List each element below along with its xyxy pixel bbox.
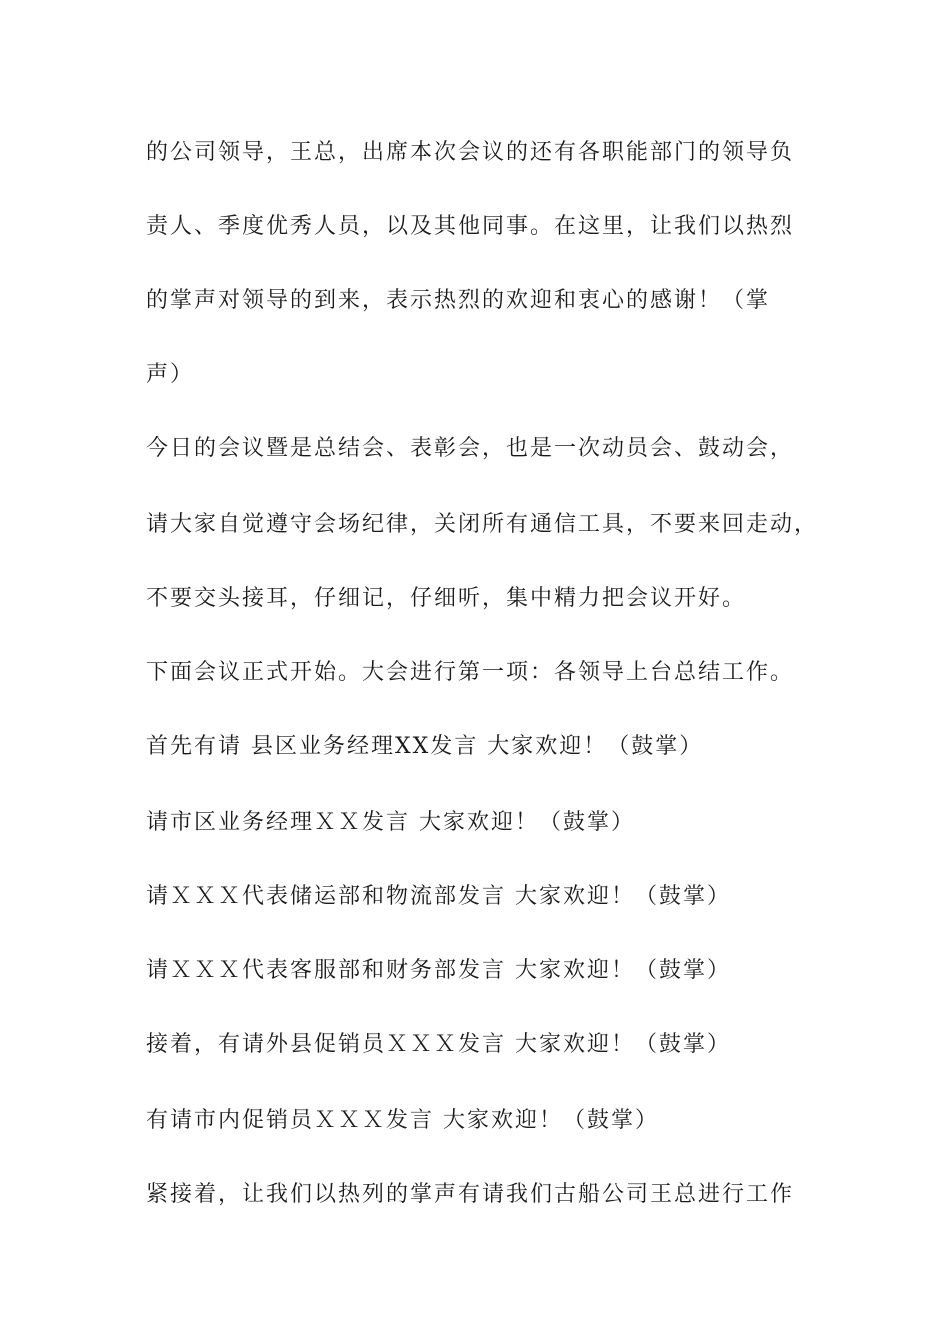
text-line: 有请市内促销员ＸＸＸ发言 大家欢迎！（鼓掌） — [146, 1108, 659, 1133]
text-line: 不要交头接耳，仔细记，仔细听，集中精力把会议开好。 — [146, 586, 747, 611]
text-line: 请市区业务经理ＸＸ发言 大家欢迎！（鼓掌） — [146, 810, 635, 835]
text-line: 请ＸＸＸ代表储运部和物流部发言 大家欢迎！（鼓掌） — [146, 884, 731, 909]
text-line: 的公司领导，王总，出席本次会议的还有各职能部门的领导负 — [146, 140, 795, 165]
text-line: 声） — [146, 362, 195, 387]
text-line: 请ＸＸＸ代表客服部和财务部发言 大家欢迎！（鼓掌） — [146, 958, 731, 983]
text-line: 责人、季度优秀人员，以及其他同事。在这里，让我们以热烈 — [146, 214, 795, 239]
text-line: 紧接着，让我们以热列的掌声有请我们古船公司王总进行工作 — [146, 1182, 795, 1207]
text-line: 首先有请 县区业务经理XX发言 大家欢迎！（鼓掌） — [146, 734, 704, 759]
text-line: 的掌声对领导的到来，表示热烈的欢迎和衷心的感谢！（掌 — [146, 288, 771, 313]
text-line: 今日的会议暨是总结会、表彰会，也是一次动员会、鼓动会， — [146, 436, 795, 461]
text-line: 接着，有请外县促销员ＸＸＸ发言 大家欢迎！（鼓掌） — [146, 1032, 731, 1057]
text-line: 请大家自觉遵守会场纪律，关闭所有通信工具，不要来回走动， — [146, 512, 819, 537]
text-line: 下面会议正式开始。大会进行第一项：各领导上台总结工作。 — [146, 660, 795, 685]
